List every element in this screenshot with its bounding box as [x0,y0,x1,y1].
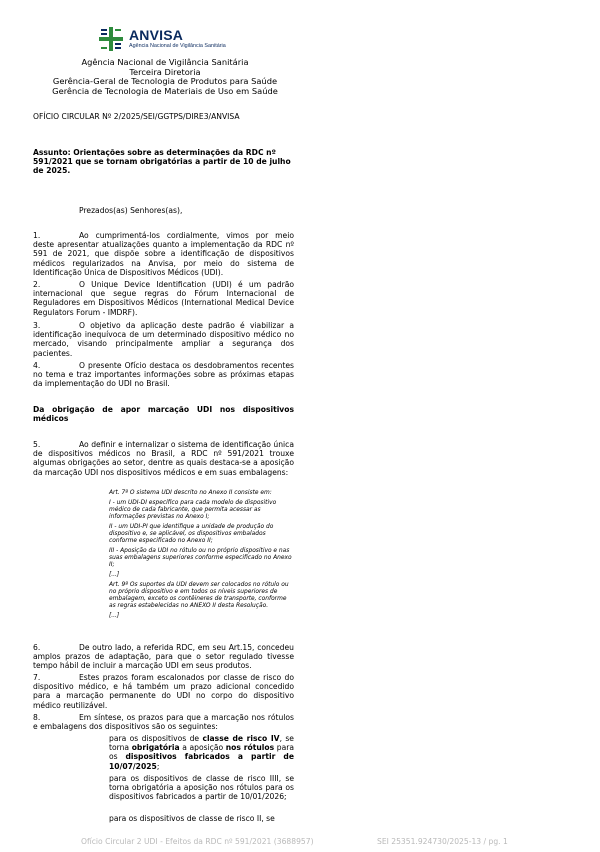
footer-process-number: SEI 25351.924730/2025-13 / pg. 1 [377,837,508,846]
quote-line: I - um UDI-DI específico para cada modelo de dispositivo médico de cada fabricante, que permita acessar as informações previstas no Anexo I; [109,499,277,521]
header-management: Gerência de Tecnologia de Materiais de Uso em Saúde [52,85,278,96]
list-text: ; [156,761,160,771]
list-text: para os dispositivos de [109,734,203,743]
paragraph-number: 1. [33,231,41,240]
paragraph-5 [33,440,294,477]
paragraph-number: 2. [33,280,41,289]
paragraph-2 [33,280,294,317]
paragraph-number: 8. [33,713,41,722]
list-text: a aposição [179,743,226,753]
quote-line: II - um UDI-PI que identifique a unidade de produção do dispositivo e, se aplicável, os dispositivos embalados conforme especificado no Anexo II; [109,523,274,545]
paragraph-text: O presente Ofício destaca os desdobramentos recentes no tema e traz importantes informações sobre as próximas etapas da implementação do UDI no Brasil. [33,361,294,389]
header-agency: Agência Nacional de Vigilância Sanitária [81,57,249,67]
list-bold-text: obrigatória [131,743,180,753]
oficio-number: OFÍCIO CIRCULAR Nº 2/2025/SEI/GGTPS/DIRE3/ANVISA [33,112,240,121]
paragraph-number: 4. [33,361,41,370]
paragraph-7 [33,673,294,710]
paragraph-3 [33,321,294,358]
logo-subtitle: Agência Nacional de Vigilância Sanitária [129,43,226,50]
paragraph-number: 6. [33,643,41,652]
anvisa-cross-icon [98,26,124,52]
list-text: , se torna [109,734,294,753]
paragraph-text: Ao cumprimentá-los cordialmente, vimos por meio deste apresentar atualizações quanto a implementação da RDC nº 591 de 2021, que dispõe sobre a identificação de dispositivos médicos regularizados na Anvisa, por meio do sistema de Identificação Única de Dispositivos Médicos (UDI). [33,231,294,277]
paragraph-text: O Unique Device Identification (UDI) é um padrão internacional que segue regras do Fórum Internacional de Reguladores em Dispositivos Médicos (International Medical Device Regulators Forum - IMDRF). [33,280,294,317]
paragraph-number: 5. [33,440,41,449]
quote-line: III - Aposição da UDI no rótulo ou no próprio dispositivo e nas suas embalagens superiores conforme especificado no Anexo II; [109,547,292,569]
legal-quote [109,490,294,623]
list-bold-text: dispositivos fabricados a partir de 10/07/2025 [109,752,294,771]
deadline-item-2: para os dispositivos de classe de risco IIII, se torna obrigatória a aposição nos rótulos para os dispositivos fabricados a partir de 10/01/2026; [109,774,294,802]
section-title: Da obrigação de apor marcação UDI nos dispositivos médicos [33,405,294,424]
footer-document-title: Ofício Circular 2 UDI - Efeitos da RDC nº 591/2021 (3688957) [81,837,314,846]
paragraph-text: O objetivo da aplicação deste padrão é viabilizar a identificação inequívoca de um determinado dispositivo médico no mercado, visando principalmente ampliar a segurança dos pacientes. [33,321,294,358]
quote-line: [...] [109,613,120,620]
logo-name: ANVISA [129,27,184,44]
paragraph-text: Em síntese, os prazos para que a marcação nos rótulos e embalagens dos dispositivos são os seguintes: [33,713,294,732]
paragraph-8 [33,713,294,731]
subject: Assunto: Orientações sobre as determinações da RDC nº 591/2021 que se tornam obrigatórias a partir de 10 de julho de 2025. [33,148,291,176]
paragraph-text: Estes prazos foram escalonados por classe de risco do dispositivo médico, e há também um prazo adicional concedido para a marcação permanente do UDI no corpo do dispositivo médico reutilizável. [33,673,294,710]
paragraph-1 [33,231,294,277]
document-header [0,58,330,96]
quote-line: Art. 7º O sistema UDI descrito no Anexo II consiste em: [109,490,272,496]
list-bold-text: nos rótulos [225,743,275,753]
paragraph-number: 7. [33,673,41,682]
paragraph-number: 3. [33,321,41,330]
list-bold-text: classe de risco IV [202,734,280,743]
header-general-management: Gerência-Geral de Tecnologia de Produtos para Saúde [52,76,278,86]
paragraph-text: De outro lado, a referida RDC, em seu Art.15, concedeu amplos prazos de adaptação, para que o setor regulado tivesse tempo hábil de incluir a marcação UDI em seus produtos. [33,643,294,671]
anvisa-logo [98,26,226,52]
deadline-item-3: para os dispositivos de classe de risco II, se [109,814,275,823]
greeting: Prezados(as) Senhores(as), [79,206,183,215]
list-text: para os [109,743,294,762]
deadline-item-1 [109,734,294,771]
header-directorate: Terceira Diretoria [129,66,201,77]
paragraph-6 [33,643,294,671]
quote-line: [...] [109,572,120,579]
paragraph-text: Ao definir e internalizar o sistema de identificação única de dispositivos médicos no Brasil, a RDC nº 591/2021 trouxe algumas obrigações ao setor, dentre as quais destaca-se a aposição da marcação UDI nos dispositivos médicos e em suas embalagens: [33,440,294,477]
paragraph-4 [33,361,294,389]
quote-line: Art. 9º Os suportes da UDI devem ser colocados no rótulo ou no próprio dispositivo e em todos os níveis superiores de embalagem, exceto os contêineres de transporte, conforme as regras estabelecidas no ANEXO II desta Resolução. [109,581,289,610]
